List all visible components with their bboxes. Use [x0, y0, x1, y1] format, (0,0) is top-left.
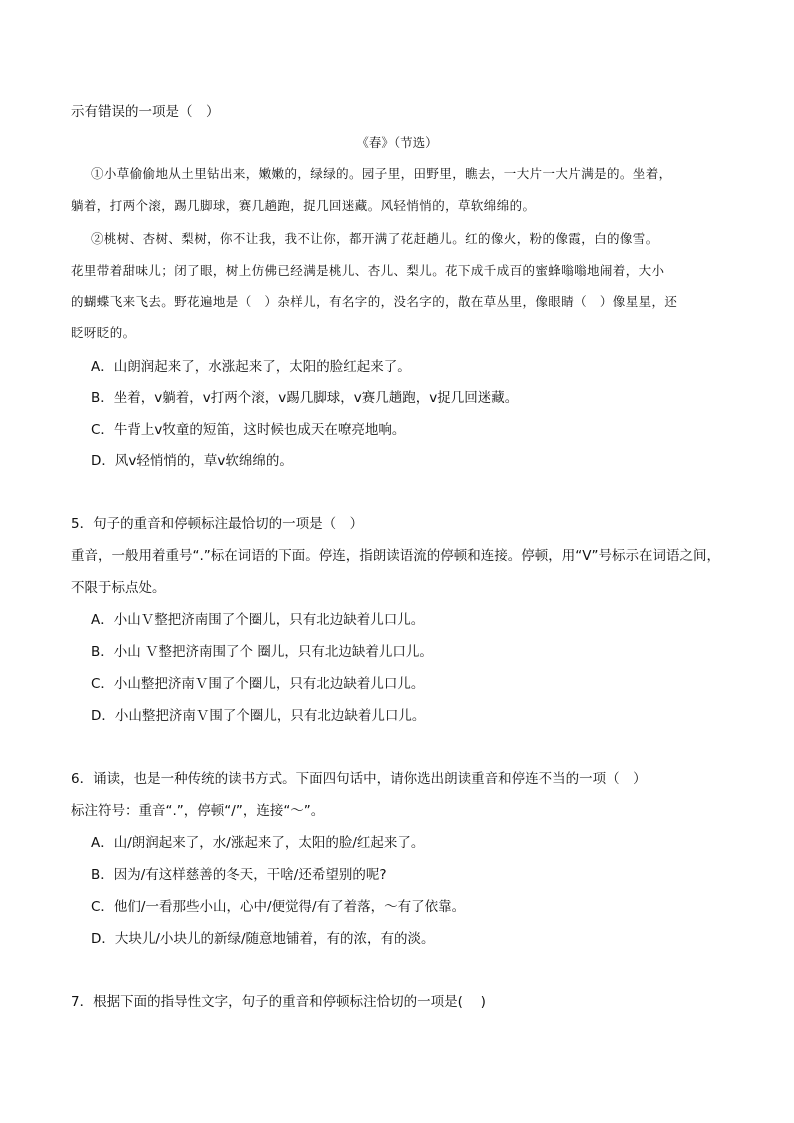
passage-line: ①小草偷偷地从土里钻出来，嫩嫩的，绿绿的。园子里，田野里，瞧去，一大片一大片满是的。坐着，: [91, 166, 672, 181]
q6-option-d: D．大块儿/小块儿的新绿/随意地铺着，有的浓，有的淡。: [91, 931, 435, 947]
intro-line: 示有错误的一项是（ ）: [71, 104, 220, 120]
q5-option-c: C．小山整把济南Ｖ围了个圈儿，只有北边缺着儿口儿。: [91, 676, 425, 692]
passage-line: 眨呀眨的。: [71, 325, 136, 340]
q6-description: 标注符号：重音“.”，停顿“/”，连接“～”。: [71, 803, 325, 819]
q7-stem: 7．根据下面的指导性文字，句子的重音和停顿标注恰切的一项是( ): [71, 994, 486, 1010]
passage-line: 花里带着甜味儿；闭了眼，树上仿佛已经满是桃儿、杏儿、梨儿。花下成千成百的蜜蜂嗡嗡地闹着，大小: [71, 263, 665, 278]
q4-option-a: A．山朗润起来了，水涨起来了，太阳的脸红起来了。: [91, 359, 411, 375]
q6-option-a: A．山/朗润起来了，水/涨起来了，太阳的脸/红起来了。: [91, 835, 425, 851]
passage-line: 的蝴蝶飞来飞去。野花遍地是（ ）杂样儿，有名字的，没名字的，散在草丛里，像眼睛（ ）像星星，还: [71, 294, 678, 309]
passage-title: 《春》（节选）: [356, 135, 438, 150]
q5-description: 重音，一般用着重号“.”标在词语的下面。停连，指朗读语流的停顿和连接。停顿，用“V”号标示在词语之间，: [71, 548, 721, 564]
q6-stem: 6．诵读，也是一种传统的读书方式。下面四句话中，请你选出朗读重音和停连不当的一项（ ）: [71, 771, 647, 787]
q5-option-b: B．小山 Ｖ整把济南围了个 圈儿，只有北边缺着儿口儿。: [91, 644, 433, 660]
q4-option-c: C．牛背上v牧童的短笛，这时候也成天在嘹亮地响。: [91, 422, 406, 438]
q4-option-b: B．坐着，v躺着，v打两个滚，v踢几脚球，v赛几趟跑，v捉几回迷藏。: [91, 390, 519, 406]
passage-line: 躺着，打两个滚，踢几脚球，赛几趟跑，捉几回迷藏。风轻悄悄的，草软绵绵的。: [71, 198, 536, 213]
q4-option-d: D．风v轻悄悄的，草v软绵绵的。: [91, 453, 293, 469]
q5-option-d: D．小山整把济南Ｖ围了个圈儿，只有北边缺着儿口儿。: [91, 708, 426, 724]
q5-option-a: A．小山Ｖ整把济南围了个圈儿，只有北边缺着儿口儿。: [91, 612, 425, 628]
passage-line: ②桃树、杏树、梨树，你不让我，我不让你，都开满了花赶趟儿。红的像火，粉的像霞，白的像雪。: [91, 231, 659, 246]
q5-stem: 5．句子的重音和停顿标注最恰切的一项是（ ）: [71, 516, 364, 532]
q6-option-c: C．他们/一看那些小山，心中/便觉得/有了着落，～有了依靠。: [91, 899, 466, 915]
q6-option-b: B．因为/有这样慈善的冬天，干啥/还希望别的呢?: [91, 867, 387, 883]
q5-description-cont: 不限于标点处。: [71, 580, 166, 596]
